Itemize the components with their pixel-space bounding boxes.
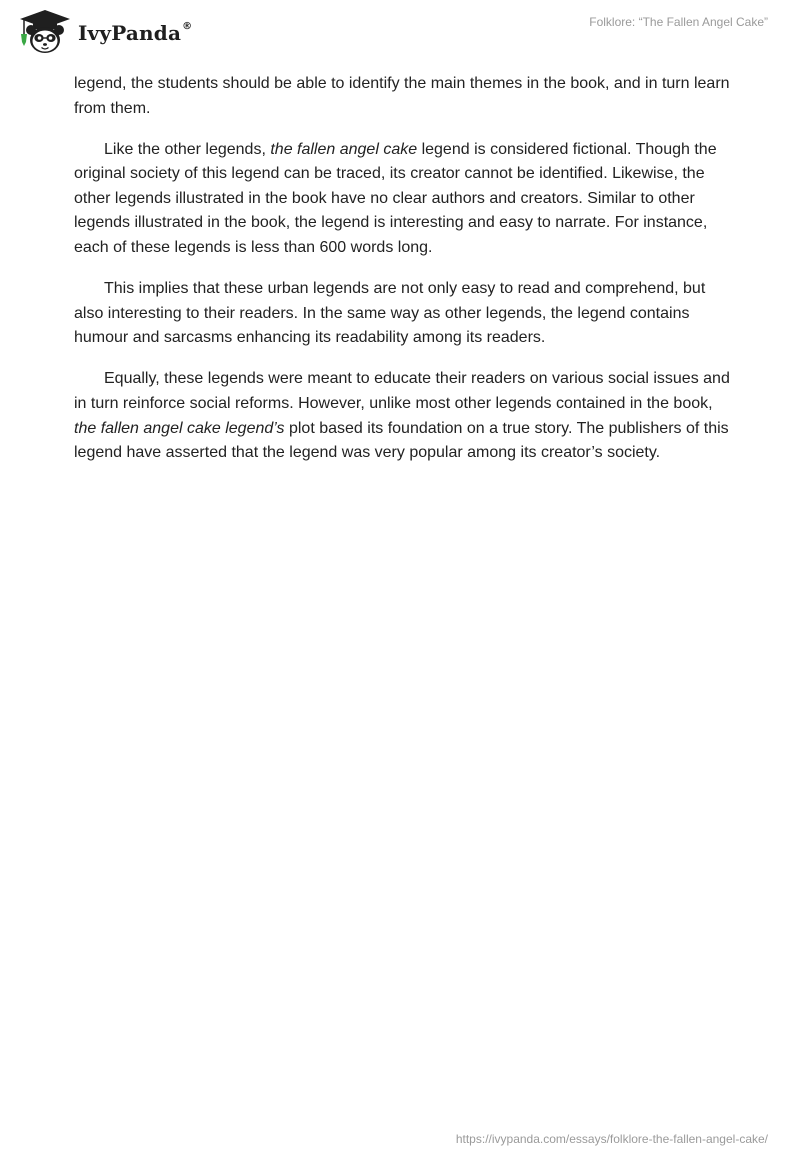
paragraph-4 bbox=[74, 367, 734, 465]
paragraph-1: legend, the students should be able to identify the main themes in the book, and in turn learn from them. bbox=[74, 75, 730, 117]
paragraph-4-text-b: plot based its foundation on a true story. The publishers of this legend have asserted that the legend was very popular among its creator’s society. bbox=[74, 419, 729, 462]
paragraph-2-italic: the fallen angel cake bbox=[270, 140, 418, 158]
source-url-link[interactable]: https://ivypanda.com/essays/folklore-the-fallen-angel-cake/ bbox=[455, 1132, 768, 1146]
brand-name: IvyPanda® bbox=[78, 21, 193, 45]
paragraph-4-italic: the fallen angel cake legend’s bbox=[74, 419, 285, 437]
paragraph-2 bbox=[74, 138, 734, 261]
document-title: Folklore: “The Fallen Angel Cake” bbox=[589, 15, 768, 29]
paragraph-2-text-b: legend is considered fictional. Though the original society of this legend can be traced, its creator cannot be identified. Likewise, the other legends illustrated in the book have no clear authors and creators. Similar to other legends illustrated in the book, the legend is interesting and easy to narrate. For instance, each of these legends is less than 600 words long. bbox=[74, 140, 717, 257]
registered-mark: ® bbox=[182, 21, 193, 33]
paragraph-4-text-a: Equally, these legends were meant to educate their readers on various social issues and in turn reinforce social reforms. However, unlike most other legends contained in the book, bbox=[74, 370, 730, 413]
panda-graduate-icon bbox=[16, 8, 74, 56]
essay-body bbox=[74, 72, 734, 482]
paragraph-3: This implies that these urban legends are not only easy to read and comprehend, but also interesting to their readers. In the same way as other legends, the legend contains humour and sarcasms enhancing its readability among its readers. bbox=[74, 280, 706, 347]
paragraph-2-text-a: Like the other legends, bbox=[104, 140, 271, 158]
ivypanda-logo[interactable] bbox=[16, 8, 192, 56]
page-header bbox=[0, 0, 800, 70]
